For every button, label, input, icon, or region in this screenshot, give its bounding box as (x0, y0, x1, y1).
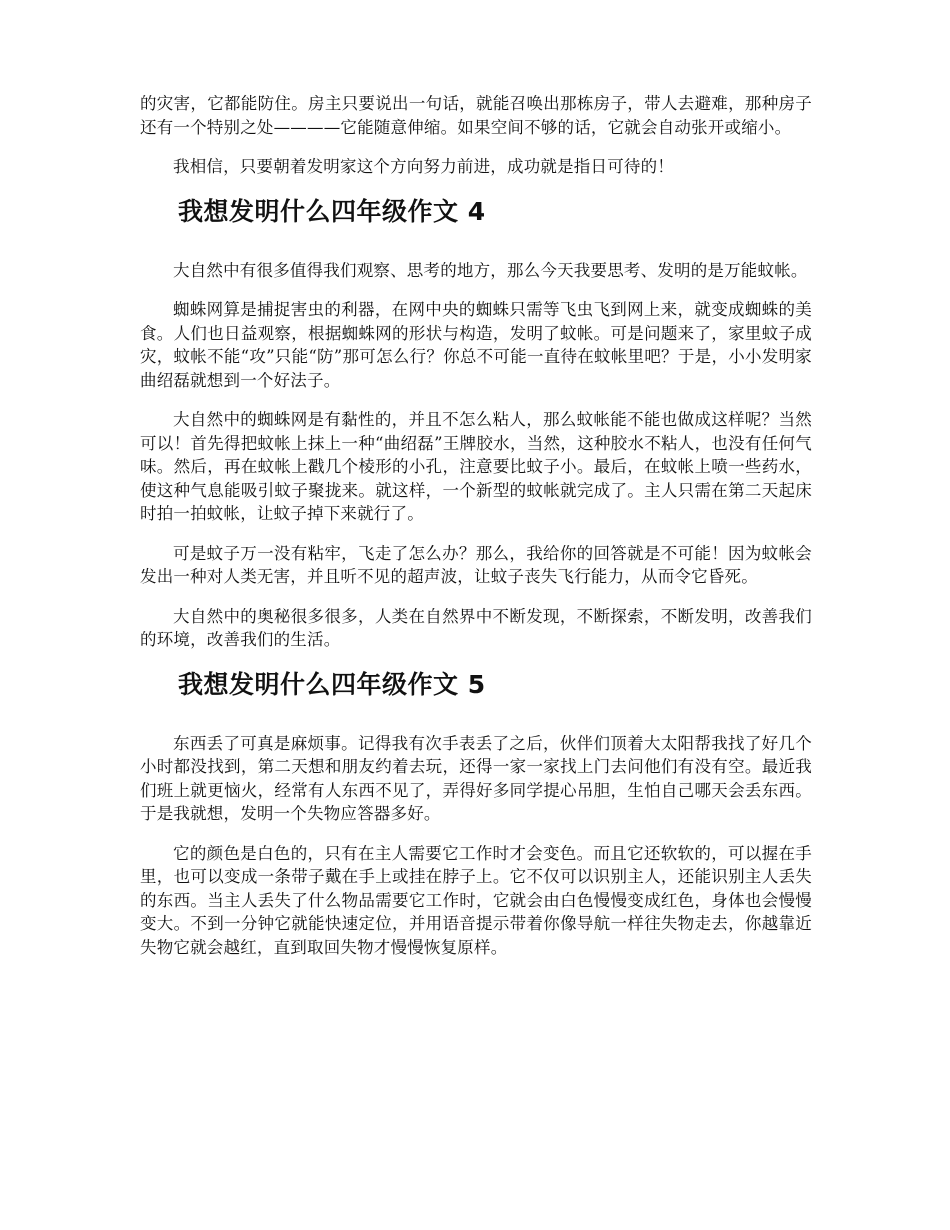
paragraph: 我相信，只要朝着发明家这个方向努力前进，成功就是指日可待的！ (173, 157, 674, 176)
section-heading: 我想发明什么四年级作文 4 (178, 196, 486, 226)
paragraph: 可是蚊子万一没有粘牢，飞走了怎么办？那么，我给你的回答就是不可能！因为蚊帐会发出一种对人类无害，并且听不见的超声波，让蚊子丧失飞行能力，从而令它昏死。 (140, 543, 812, 586)
document-page (140, 92, 812, 975)
paragraph: 的灾害，它都能防住。房主只要说出一句话，就能召唤出那栋房子，带人去避难，那种房子还有一个特别之处————它能随意伸缩。如果空间不够的话，它就会自动张开或缩小。 (140, 94, 812, 137)
section-heading: 我想发明什么四年级作文 5 (178, 669, 486, 699)
paragraph: 大自然中有很多值得我们观察、思考的地方，那么今天我要思考、发明的是万能蚊帐。 (173, 260, 808, 280)
paragraph: 东西丢了可真是麻烦事。记得我有次手表丢了之后，伙伴们顶着大太阳帮我找了好几个小时都没找到，第二天想和朋友约着去玩，还得一家一家找上门去问他们有没有空。最近我们班上就更恼火，经常有人东西不见了，弄得好多同学提心吊胆，生怕自己哪天会丢东西。于是我就想，发明一个失物应答器多好。 (140, 733, 812, 823)
paragraph: 蜘蛛网算是捕捉害虫的利器，在网中央的蜘蛛只需等飞虫飞到网上来，就变成蜘蛛的美食。人们也日益观察，根据蜘蛛网的形状与构造，发明了蚊帐。可是问题来了，家里蚊子成灾，蚊帐不能“攻”只能“防”那可怎么行？你总不可能一直待在蚊帐里吧？于是，小小发明家曲绍磊就想到一个好法子。 (140, 300, 812, 390)
paragraph: 大自然中的奥秘很多很多，人类在自然界中不断发现，不断探索，不断发明，改善我们的环境，改善我们的生活。 (140, 606, 812, 649)
paragraph: 它的颜色是白色的，只有在主人需要它工作时才会变色。而且它还软软的，可以握在手里，也可以变成一条带子戴在手上或挂在脖子上。它不仅可以识别主人，还能识别主人丢失的东西。当主人丢失了什么物品需要它工作时，它就会由白色慢慢变成红色，身体也会慢慢变大。不到一分钟它就能快速定位，并用语音提示带着你像导航一样往失物走去，你越靠近失物它就会越红，直到取回失物才慢慢恢复原样。 (140, 843, 812, 957)
paragraph: 大自然中的蜘蛛网是有黏性的，并且不怎么粘人，那么蚊帐能不能也做成这样呢？当然可以！首先得把蚊帐上抹上一种“曲绍磊”王牌胶水，当然，这种胶水不粘人，也没有任何气味。然后，再在蚊帐上戳几个棱形的小孔，注意要比蚊子小。最后，在蚊帐上喷一些药水，使这种气息能吸引蚊子聚拢来。就这样，一个新型的蚊帐就完成了。主人只需在第二天起床时拍一拍蚊帐，让蚊子掉下来就行了。 (140, 410, 812, 523)
